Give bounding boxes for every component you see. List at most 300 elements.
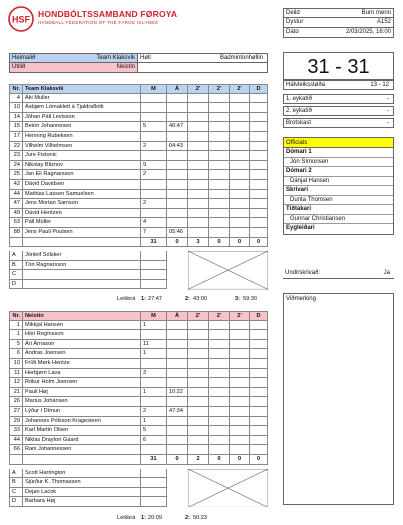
player-nr-cell: 66 bbox=[9, 445, 23, 455]
crossed-out-box-icon bbox=[188, 469, 268, 507]
player-s2-cell bbox=[209, 321, 230, 331]
player-s3-cell bbox=[230, 407, 250, 417]
player-s2-cell bbox=[209, 228, 230, 238]
totals-empty-cell bbox=[23, 238, 141, 248]
table-row bbox=[9, 94, 268, 104]
player-s3-cell bbox=[230, 388, 250, 398]
table-row bbox=[9, 113, 268, 123]
player-s3-cell bbox=[230, 103, 250, 113]
player-s3-cell bbox=[230, 417, 250, 427]
player-s2-cell bbox=[209, 417, 230, 427]
official-mark-cell bbox=[141, 251, 167, 261]
player-s3-cell bbox=[230, 180, 250, 190]
player-name-cell: Jens Mortan Samson bbox=[23, 199, 141, 209]
player-s2-cell bbox=[209, 209, 230, 219]
table-row bbox=[9, 417, 268, 427]
player-a-cell bbox=[167, 349, 188, 359]
player-s1-cell bbox=[188, 151, 209, 161]
player-name-cell: Pauli Høj bbox=[23, 388, 141, 398]
player-s1-cell bbox=[188, 330, 209, 340]
table-row bbox=[9, 445, 268, 455]
player-a-cell bbox=[167, 218, 188, 228]
player-s3-cell bbox=[230, 426, 250, 436]
column-header: Á bbox=[167, 84, 188, 94]
player-s3-cell bbox=[230, 190, 250, 200]
player-m-cell: 1 bbox=[141, 349, 167, 359]
table-header-row bbox=[9, 84, 268, 94]
player-s2-cell bbox=[209, 369, 230, 379]
official-role: Skrivari bbox=[284, 186, 393, 196]
player-s3-cell bbox=[230, 122, 250, 132]
player-a-cell: 04:43 bbox=[167, 142, 188, 152]
player-nr-cell: 88 bbox=[9, 228, 23, 238]
table-row bbox=[9, 321, 268, 331]
player-name-cell: Henning Rubeksen bbox=[23, 132, 141, 142]
player-s3-cell bbox=[230, 436, 250, 446]
player-name-cell: Beinir Johannesen bbox=[23, 122, 141, 132]
player-name-cell: Karl Martin Olsen bbox=[23, 426, 141, 436]
player-a-cell bbox=[167, 330, 188, 340]
player-nr-cell: 12 bbox=[9, 378, 23, 388]
player-s2-cell bbox=[209, 180, 230, 190]
official-mark-cell bbox=[141, 478, 167, 488]
table-row bbox=[9, 349, 268, 359]
player-s2-cell bbox=[209, 407, 230, 417]
player-a-cell bbox=[167, 170, 188, 180]
official-mark-cell bbox=[141, 261, 167, 271]
player-name-cell: Marius Johansen bbox=[23, 397, 141, 407]
player-s2-cell bbox=[209, 142, 230, 152]
table-row bbox=[9, 132, 268, 142]
player-s1-cell bbox=[188, 340, 209, 350]
column-header: 2' bbox=[230, 84, 250, 94]
player-m-cell bbox=[141, 151, 167, 161]
player-nr-cell: 5 bbox=[9, 340, 23, 350]
player-s2-cell bbox=[209, 103, 230, 113]
player-m-cell: 9 bbox=[141, 161, 167, 171]
player-m-cell: 7 bbox=[141, 228, 167, 238]
player-name-cell: Áki Muller bbox=[23, 94, 141, 104]
player-d-cell bbox=[250, 103, 268, 113]
official-role: Dómari 1 bbox=[284, 148, 393, 158]
player-nr-cell: 42 bbox=[9, 180, 23, 190]
column-header: 2' bbox=[209, 84, 230, 94]
column-header: Team Klaksvík bbox=[23, 84, 141, 94]
player-m-cell: 2 bbox=[141, 170, 167, 180]
column-header: 2' bbox=[188, 311, 209, 321]
official-name-cell bbox=[23, 280, 141, 290]
player-nr-cell: 22 bbox=[9, 142, 23, 152]
totals-empty-cell bbox=[23, 455, 141, 465]
overtime-1-row: 1. eykatíð - bbox=[283, 94, 394, 104]
player-d-cell bbox=[250, 122, 268, 132]
player-nr-cell: 17 bbox=[9, 132, 23, 142]
official-mark-cell bbox=[141, 497, 167, 507]
player-a-cell: 47:34 bbox=[167, 407, 188, 417]
player-s3-cell bbox=[230, 378, 250, 388]
federation-logo-icon bbox=[8, 6, 34, 32]
column-header: D bbox=[250, 84, 268, 94]
player-a-cell: 10:22 bbox=[167, 388, 188, 398]
match-info-table bbox=[283, 8, 394, 38]
totals-row bbox=[9, 455, 268, 465]
player-a-cell bbox=[167, 321, 188, 331]
player-a-cell bbox=[167, 103, 188, 113]
player-nr-cell: 4 bbox=[9, 94, 23, 104]
player-m-cell bbox=[141, 94, 167, 104]
player-nr-cell: 1 bbox=[9, 321, 23, 331]
column-header: 2' bbox=[188, 84, 209, 94]
player-name-cell: Jure Fistonic bbox=[23, 151, 141, 161]
hall-banner: Høll Badmintonhøllin bbox=[138, 53, 268, 63]
player-s1-cell bbox=[188, 359, 209, 369]
info-row-date: Dato 2/03/2025, 16:00 bbox=[283, 28, 394, 38]
player-nr-cell: 10 bbox=[9, 103, 23, 113]
player-d-cell bbox=[250, 94, 268, 104]
remarks-box: Viðmerking bbox=[283, 293, 394, 505]
player-a-cell bbox=[167, 436, 188, 446]
player-name-cell: Rani Johannessen bbox=[23, 445, 141, 455]
player-m-cell: 5 bbox=[141, 426, 167, 436]
player-m-cell: 11 bbox=[141, 340, 167, 350]
player-name-cell: Andras Joensen bbox=[23, 349, 141, 359]
officials-title: Officials bbox=[284, 138, 393, 148]
player-m-cell bbox=[141, 180, 167, 190]
player-d-cell bbox=[250, 132, 268, 142]
player-m-cell bbox=[141, 359, 167, 369]
away-team-banner: Útilið Neistin bbox=[9, 63, 138, 73]
table-row bbox=[9, 369, 268, 379]
player-name-cell: Dávið Davidsen bbox=[23, 180, 141, 190]
player-s1-cell bbox=[188, 132, 209, 142]
player-s2-cell bbox=[209, 218, 230, 228]
player-m-cell bbox=[141, 378, 167, 388]
player-d-cell bbox=[250, 321, 268, 331]
player-d-cell bbox=[250, 436, 268, 446]
player-nr-cell: 1 bbox=[9, 330, 23, 340]
player-d-cell bbox=[250, 378, 268, 388]
table-row bbox=[9, 330, 268, 340]
player-a-cell bbox=[167, 397, 188, 407]
total-s2-cell: 0 bbox=[209, 455, 230, 465]
official-letter: D bbox=[9, 280, 23, 290]
table-row bbox=[9, 142, 268, 152]
player-name-cell: Jóhan Páll Levisson bbox=[23, 113, 141, 123]
totals-row bbox=[9, 238, 268, 248]
player-s2-cell bbox=[209, 340, 230, 350]
player-nr-cell: 27 bbox=[9, 407, 23, 417]
player-a-cell bbox=[167, 369, 188, 379]
player-m-cell bbox=[141, 132, 167, 142]
away-timeouts: Leikbrá 1: 20:09 2: 50:23 bbox=[117, 515, 207, 521]
player-name-cell: Rókur Holm Joensen bbox=[23, 378, 141, 388]
total-d-cell: 0 bbox=[250, 238, 268, 248]
player-s1-cell bbox=[188, 180, 209, 190]
table-row bbox=[9, 103, 268, 113]
table-row bbox=[9, 228, 268, 238]
player-s2-cell bbox=[209, 426, 230, 436]
column-header: Á bbox=[167, 311, 188, 321]
player-a-cell bbox=[167, 340, 188, 350]
player-d-cell bbox=[250, 359, 268, 369]
player-s2-cell bbox=[209, 94, 230, 104]
player-s1-cell bbox=[188, 199, 209, 209]
official-letter: B bbox=[9, 261, 23, 271]
player-name-cell: Nikolay Bliznov bbox=[23, 161, 141, 171]
player-d-cell bbox=[250, 407, 268, 417]
total-d-cell: 0 bbox=[250, 455, 268, 465]
official-mark-cell bbox=[141, 280, 167, 290]
player-nr-cell: 21 bbox=[9, 388, 23, 398]
player-s1-cell bbox=[188, 113, 209, 123]
player-m-cell: 5 bbox=[141, 122, 167, 132]
player-s1-cell bbox=[188, 209, 209, 219]
player-nr-cell: 23 bbox=[9, 151, 23, 161]
info-row-match: Dystur A152 bbox=[283, 18, 394, 28]
table-row bbox=[9, 218, 268, 228]
player-d-cell bbox=[250, 209, 268, 219]
player-s3-cell bbox=[230, 321, 250, 331]
official-letter: C bbox=[9, 488, 23, 498]
player-s2-cell bbox=[209, 190, 230, 200]
player-nr-cell: 29 bbox=[9, 417, 23, 427]
player-d-cell bbox=[250, 330, 268, 340]
player-s3-cell bbox=[230, 228, 250, 238]
player-a-cell bbox=[167, 417, 188, 427]
player-d-cell bbox=[250, 369, 268, 379]
official-name: Durita Thomsen bbox=[284, 196, 393, 206]
player-s1-cell bbox=[188, 228, 209, 238]
player-s1-cell bbox=[188, 94, 209, 104]
official-name-cell: Tóri Ragnarsson bbox=[23, 261, 141, 271]
player-s3-cell bbox=[230, 94, 250, 104]
official-name-cell: Dejan Lacok bbox=[23, 488, 141, 498]
player-a-cell: 40:47 bbox=[167, 122, 188, 132]
signature-row: Undirskrivað: Ja bbox=[283, 269, 394, 279]
player-a-cell bbox=[167, 190, 188, 200]
home-timeouts: Leikbrá 1: 27:47 2: 43:00 3: 59:30 bbox=[117, 296, 257, 302]
player-s1-cell bbox=[188, 436, 209, 446]
table-row bbox=[9, 407, 268, 417]
player-s1-cell bbox=[188, 321, 209, 331]
crossed-out-box-icon bbox=[188, 251, 268, 289]
player-s2-cell bbox=[209, 170, 230, 180]
player-d-cell bbox=[250, 228, 268, 238]
player-a-cell bbox=[167, 113, 188, 123]
official-letter: B bbox=[9, 478, 23, 488]
player-nr-cell: 25 bbox=[9, 170, 23, 180]
total-s2-cell: 0 bbox=[209, 238, 230, 248]
column-header: M bbox=[141, 84, 167, 94]
player-s3-cell bbox=[230, 218, 250, 228]
player-name-cell: Páll Müller bbox=[23, 218, 141, 228]
player-d-cell bbox=[250, 349, 268, 359]
player-s2-cell bbox=[209, 161, 230, 171]
player-s2-cell bbox=[209, 397, 230, 407]
player-s1-cell bbox=[188, 349, 209, 359]
official-mark-cell bbox=[141, 270, 167, 280]
official-name-cell bbox=[23, 270, 141, 280]
player-m-cell bbox=[141, 209, 167, 219]
table-row bbox=[9, 426, 268, 436]
player-a-cell bbox=[167, 151, 188, 161]
player-name-cell: Hóri Regínsson bbox=[23, 330, 141, 340]
player-m-cell bbox=[141, 113, 167, 123]
player-s2-cell bbox=[209, 445, 230, 455]
home-team-banner: Heimalið Team Klaksvík bbox=[9, 53, 138, 63]
player-a-cell bbox=[167, 180, 188, 190]
table-row bbox=[9, 199, 268, 209]
column-header: M bbox=[141, 311, 167, 321]
totals-empty-cell bbox=[9, 238, 23, 248]
player-s2-cell bbox=[209, 436, 230, 446]
total-s1-cell: 2 bbox=[188, 455, 209, 465]
player-s2-cell bbox=[209, 113, 230, 123]
column-header: D bbox=[250, 311, 268, 321]
player-m-cell bbox=[141, 397, 167, 407]
official-letter: C bbox=[9, 270, 23, 280]
table-row bbox=[9, 122, 268, 132]
player-m-cell: 2 bbox=[141, 407, 167, 417]
player-s1-cell bbox=[188, 397, 209, 407]
table-row bbox=[9, 190, 268, 200]
player-m-cell: 1 bbox=[141, 417, 167, 427]
official-letter: D bbox=[9, 497, 23, 507]
player-nr-cell: 14 bbox=[9, 113, 23, 123]
table-row bbox=[9, 161, 268, 171]
player-m-cell: 4 bbox=[141, 218, 167, 228]
table-row bbox=[9, 388, 268, 398]
player-s1-cell bbox=[188, 142, 209, 152]
official-name: Gunnar Christiansen bbox=[284, 215, 393, 225]
player-s1-cell bbox=[188, 218, 209, 228]
official-name-cell: Scott Harrington bbox=[23, 469, 141, 479]
official-name-cell: Barbara Høj bbox=[23, 497, 141, 507]
player-name-cell: Mikkjal Hansen bbox=[23, 321, 141, 331]
official-name: Dánjal Hansen bbox=[284, 177, 393, 187]
player-d-cell bbox=[250, 151, 268, 161]
player-s3-cell bbox=[230, 113, 250, 123]
column-header: 2' bbox=[230, 311, 250, 321]
official-role: Tíðtakari bbox=[284, 205, 393, 215]
player-nr-cell: 63 bbox=[9, 218, 23, 228]
player-s1-cell bbox=[188, 369, 209, 379]
total-m-cell: 31 bbox=[141, 238, 167, 248]
player-a-cell bbox=[167, 359, 188, 369]
player-m-cell: 3 bbox=[141, 369, 167, 379]
total-s1-cell: 3 bbox=[188, 238, 209, 248]
official-name-cell: Sjúrður K. Thomassen bbox=[23, 478, 141, 488]
player-nr-cell: 10 bbox=[9, 359, 23, 369]
player-s1-cell bbox=[188, 190, 209, 200]
teams-header bbox=[9, 53, 268, 73]
player-s2-cell bbox=[209, 330, 230, 340]
column-header: Nr. bbox=[9, 84, 23, 94]
player-nr-cell: 24 bbox=[9, 161, 23, 171]
official-role: Dómari 2 bbox=[284, 167, 393, 177]
player-nr-cell: 49 bbox=[9, 209, 23, 219]
table-row bbox=[9, 180, 268, 190]
table-row bbox=[9, 378, 268, 388]
player-m-cell: 2 bbox=[141, 142, 167, 152]
player-a-cell bbox=[167, 132, 188, 142]
player-m-cell: 1 bbox=[141, 321, 167, 331]
player-s3-cell bbox=[230, 209, 250, 219]
officials-panel bbox=[283, 137, 394, 235]
column-header: Nr. bbox=[9, 311, 23, 321]
player-d-cell bbox=[250, 180, 268, 190]
svg-text:HSF: HSF bbox=[12, 14, 30, 25]
player-s3-cell bbox=[230, 151, 250, 161]
player-s1-cell bbox=[188, 170, 209, 180]
player-d-cell bbox=[250, 218, 268, 228]
table-row bbox=[9, 151, 268, 161]
player-name-cell: Johannes Pólsson Kragesteen bbox=[23, 417, 141, 427]
player-d-cell bbox=[250, 340, 268, 350]
hall-banner-empty bbox=[138, 63, 268, 73]
player-s2-cell bbox=[209, 378, 230, 388]
player-a-cell bbox=[167, 161, 188, 171]
total-a-cell: 0 bbox=[167, 455, 188, 465]
player-name-cell: Jan Eli Ragnarsson bbox=[23, 170, 141, 180]
table-header-row bbox=[9, 311, 268, 321]
table-row bbox=[9, 209, 268, 219]
player-name-cell: Jens Pauli Poulsen bbox=[23, 228, 141, 238]
player-s1-cell bbox=[188, 407, 209, 417]
player-a-cell bbox=[167, 199, 188, 209]
player-s1-cell bbox=[188, 103, 209, 113]
player-name-cell: Ári Árnason bbox=[23, 340, 141, 350]
total-a-cell: 0 bbox=[167, 238, 188, 248]
player-d-cell bbox=[250, 190, 268, 200]
player-s3-cell bbox=[230, 340, 250, 350]
official-mark-cell bbox=[141, 488, 167, 498]
player-m-cell: 6 bbox=[141, 436, 167, 446]
player-m-cell bbox=[141, 190, 167, 200]
player-s2-cell bbox=[209, 199, 230, 209]
player-d-cell bbox=[250, 397, 268, 407]
player-name-cell: Herbjørn Lava bbox=[23, 369, 141, 379]
player-s2-cell bbox=[209, 132, 230, 142]
player-d-cell bbox=[250, 161, 268, 171]
info-row-division: Deild Burn menn bbox=[283, 8, 394, 18]
official-name-cell: Jónleif Sólsker bbox=[23, 251, 141, 261]
player-s3-cell bbox=[230, 142, 250, 152]
org-subtitle: HANDBALL FEDERATION OF THE FAROE ISLANDS bbox=[38, 20, 159, 25]
player-s1-cell bbox=[188, 378, 209, 388]
player-s2-cell bbox=[209, 151, 230, 161]
player-d-cell bbox=[250, 142, 268, 152]
official-mark-cell bbox=[141, 469, 167, 479]
player-nr-cell: 26 bbox=[9, 397, 23, 407]
player-nr-cell: 44 bbox=[9, 190, 23, 200]
player-s1-cell bbox=[188, 161, 209, 171]
player-d-cell bbox=[250, 417, 268, 427]
player-s2-cell bbox=[209, 122, 230, 132]
player-s3-cell bbox=[230, 132, 250, 142]
player-s1-cell bbox=[188, 426, 209, 436]
player-s1-cell bbox=[188, 445, 209, 455]
player-d-cell bbox=[250, 388, 268, 398]
penalty-shootout-row: Brotskast - bbox=[283, 118, 394, 128]
final-score: 31 - 31 bbox=[283, 52, 394, 80]
player-s3-cell bbox=[230, 199, 250, 209]
table-row bbox=[9, 170, 268, 180]
player-d-cell bbox=[250, 113, 268, 123]
player-name-cell: Niklas Drayton Gaard bbox=[23, 436, 141, 446]
player-nr-cell: 44 bbox=[9, 436, 23, 446]
player-name-cell: Vilhelm Vilhelmsen bbox=[23, 142, 141, 152]
